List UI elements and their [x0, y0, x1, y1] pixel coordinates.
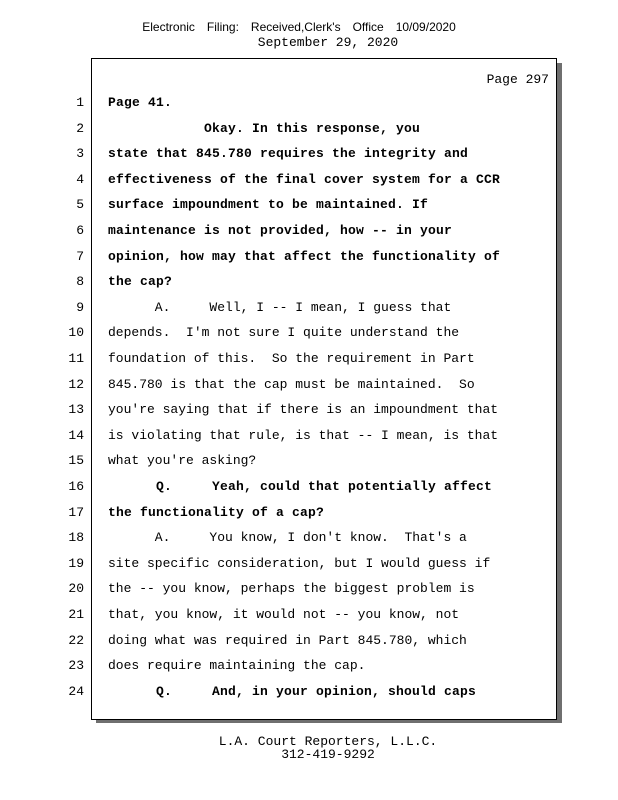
line-text: Page 41. [108, 95, 173, 110]
header-date: September 29, 2020 [257, 35, 399, 50]
footer-phone: 312-419-9292 [281, 747, 375, 762]
line-text: Okay. In this response, you [108, 121, 421, 136]
line-text: the -- you know, perhaps the biggest problem is [108, 581, 475, 596]
filing-stamp-office: Office [352, 20, 384, 34]
line-text: site specific consideration, but I would guess if [108, 556, 491, 571]
line-number: 22 [68, 633, 84, 648]
line-text: foundation of this. So the requirement in Part [108, 351, 475, 366]
line-number: 14 [68, 428, 84, 443]
line-number: 6 [76, 223, 84, 238]
line-number: 17 [68, 505, 84, 520]
line-text: does require maintaining the cap. [108, 658, 366, 673]
line-number: 4 [76, 172, 84, 187]
line-text: the cap? [108, 274, 173, 289]
line-text: opinion, how may that affect the functionality of [108, 249, 501, 264]
line-number: 13 [68, 402, 84, 417]
line-text: state that 845.780 requires the integrity and [108, 146, 469, 161]
line-number: 24 [68, 684, 84, 699]
line-text: A. Well, I -- I mean, I guess that [108, 300, 452, 315]
line-text: Q. Yeah, could that potentially affect [108, 479, 493, 494]
line-number: 8 [76, 274, 84, 289]
filing-stamp [0, 20, 598, 34]
line-text: you're saying that if there is an impoundment that [108, 402, 499, 417]
line-number: 11 [68, 351, 84, 366]
line-text: maintenance is not provided, how -- in your [108, 223, 453, 238]
line-number: 3 [76, 146, 84, 161]
filing-stamp-received: Received,Clerk's [250, 20, 341, 34]
line-number: 1 [76, 95, 84, 110]
line-number: 5 [76, 197, 84, 212]
line-text: surface impoundment to be maintained. If [108, 197, 429, 212]
filing-stamp-date: 10/09/2020 [395, 20, 456, 34]
footer-company: L.A. Court Reporters, L.L.C. [218, 734, 438, 749]
line-text: effectiveness of the final cover system for a CCR [108, 172, 501, 187]
line-number: 12 [68, 377, 84, 392]
line-text: 845.780 is that the cap must be maintained. So [108, 377, 475, 392]
line-number: 16 [68, 479, 84, 494]
line-number: 18 [68, 530, 84, 545]
line-number: 19 [68, 556, 84, 571]
line-text: A. You know, I don't know. That's a [108, 530, 467, 545]
line-text: that, you know, it would not -- you know, not [108, 607, 460, 622]
filing-stamp-electronic: Electronic [142, 20, 195, 34]
line-number: 10 [68, 325, 84, 340]
line-text: what you're asking? [108, 453, 257, 468]
line-number: 20 [68, 581, 84, 596]
filing-stamp-filing: Filing: [206, 20, 239, 34]
line-text: is violating that rule, is that -- I mean, is that [108, 428, 499, 443]
line-text: depends. I'm not sure I quite understand the [108, 325, 460, 340]
line-number: 9 [76, 300, 84, 315]
line-number: 15 [68, 453, 84, 468]
line-number: 2 [76, 121, 84, 136]
line-text: doing what was required in Part 845.780, which [108, 633, 467, 648]
line-number: 7 [76, 249, 84, 264]
line-text: the functionality of a cap? [108, 505, 325, 520]
page-number: Page 297 [486, 72, 549, 87]
line-number: 23 [68, 658, 84, 673]
line-text: Q. And, in your opinion, should caps [108, 684, 477, 699]
line-number: 21 [68, 607, 84, 622]
